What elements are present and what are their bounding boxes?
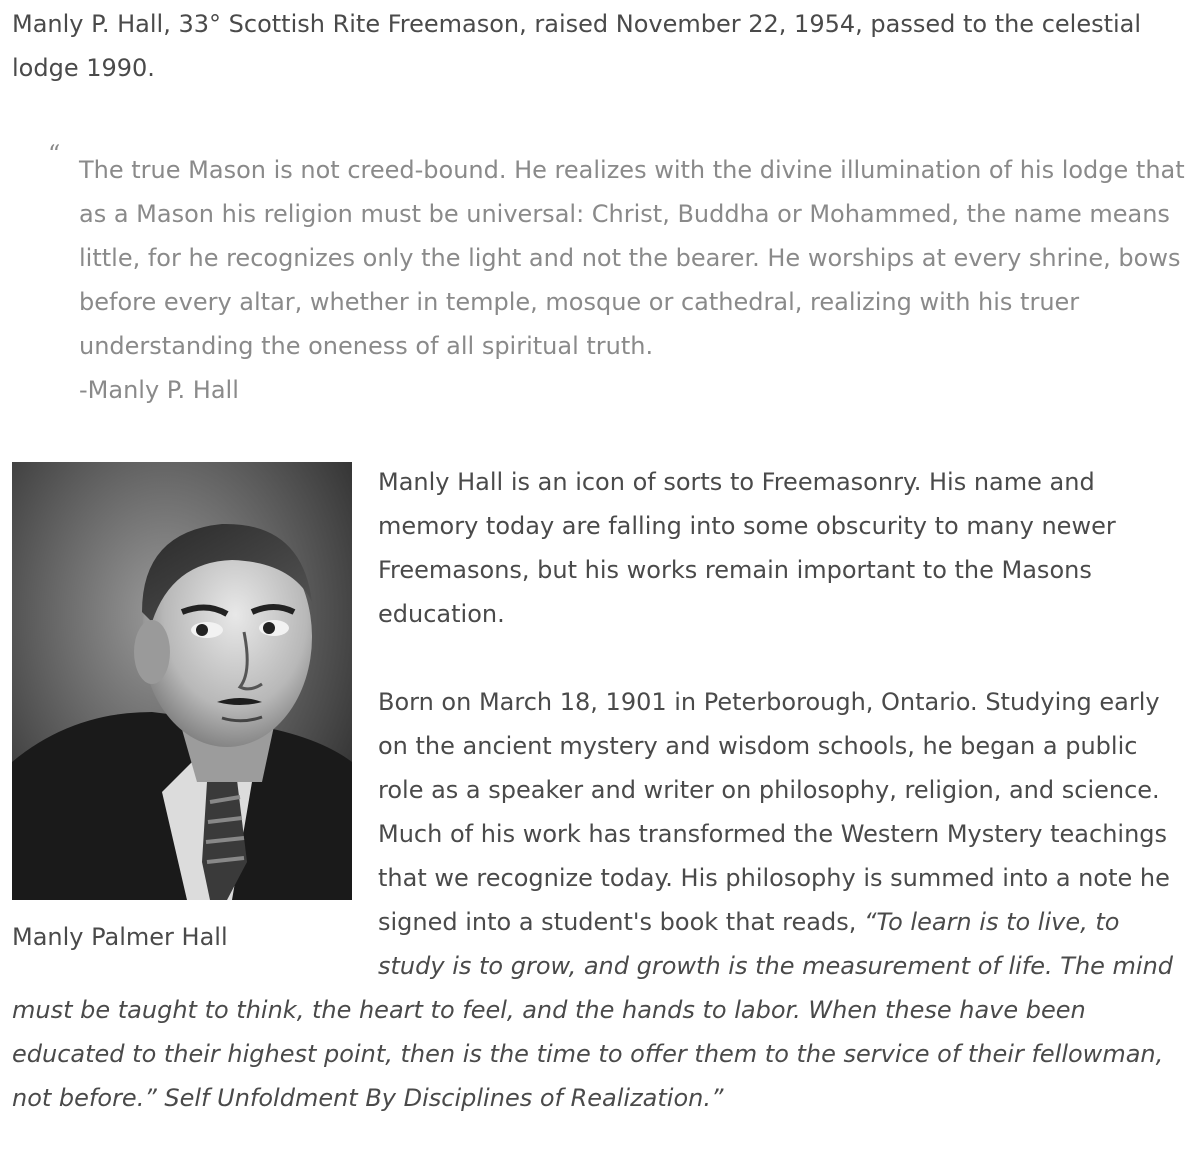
quote-mark-icon: “ <box>48 140 61 168</box>
bio-paragraph-1: Manly Hall is an icon of sorts to Freemasonry. His name and memory today are falling into some obscurity to many newer Freemasons, but his works remain important to the Masons education. <box>378 468 1116 628</box>
bio-paragraph-2-text: Born on March 18, 1901 in Peterborough, Ontario. Studying early on the ancient mystery and wisdom schools, he began a public role as a speaker and writer on philosophy, religion, and science. Much of his work has transformed the Western Mystery teachings that we recognize today. His philosophy is summed into a note he signed into a student's book that reads, <box>378 688 1170 936</box>
quote-text: The true Mason is not creed-bound. He realizes with the divine illumination of his lodge that as a Mason his religion must be universal: Christ, Buddha or Mohammed, the name means little, for he recognizes only the light and not the bearer. He worships at every shrine, bows before every altar, whether in temple, mosque or cathedral, realizing with his truer understanding the oneness of all spiritual truth. <box>79 156 1185 360</box>
portrait-figure <box>12 462 352 954</box>
portrait-photo <box>12 462 352 900</box>
bio-paragraph-2-quote: “To learn is to live, to study is to grow, and growth is the measurement of life. The mind must be taught to think, the heart to feel, and the hands to labor. When these have been educated to their highest point, then is the time to offer them to the service of their fellowman, not before.” Self Unfoldment By Disciplines of Realization.” <box>12 908 1174 1112</box>
quote-attribution: -Manly P. Hall <box>79 376 239 404</box>
biography-section <box>12 460 1188 1120</box>
portrait-caption: Manly Palmer Hall <box>12 923 228 951</box>
intro-paragraph: Manly P. Hall, 33° Scottish Rite Freemason, raised November 22, 1954, passed to the celestial lodge 1990. <box>12 10 1142 82</box>
pull-quote <box>12 140 1188 412</box>
